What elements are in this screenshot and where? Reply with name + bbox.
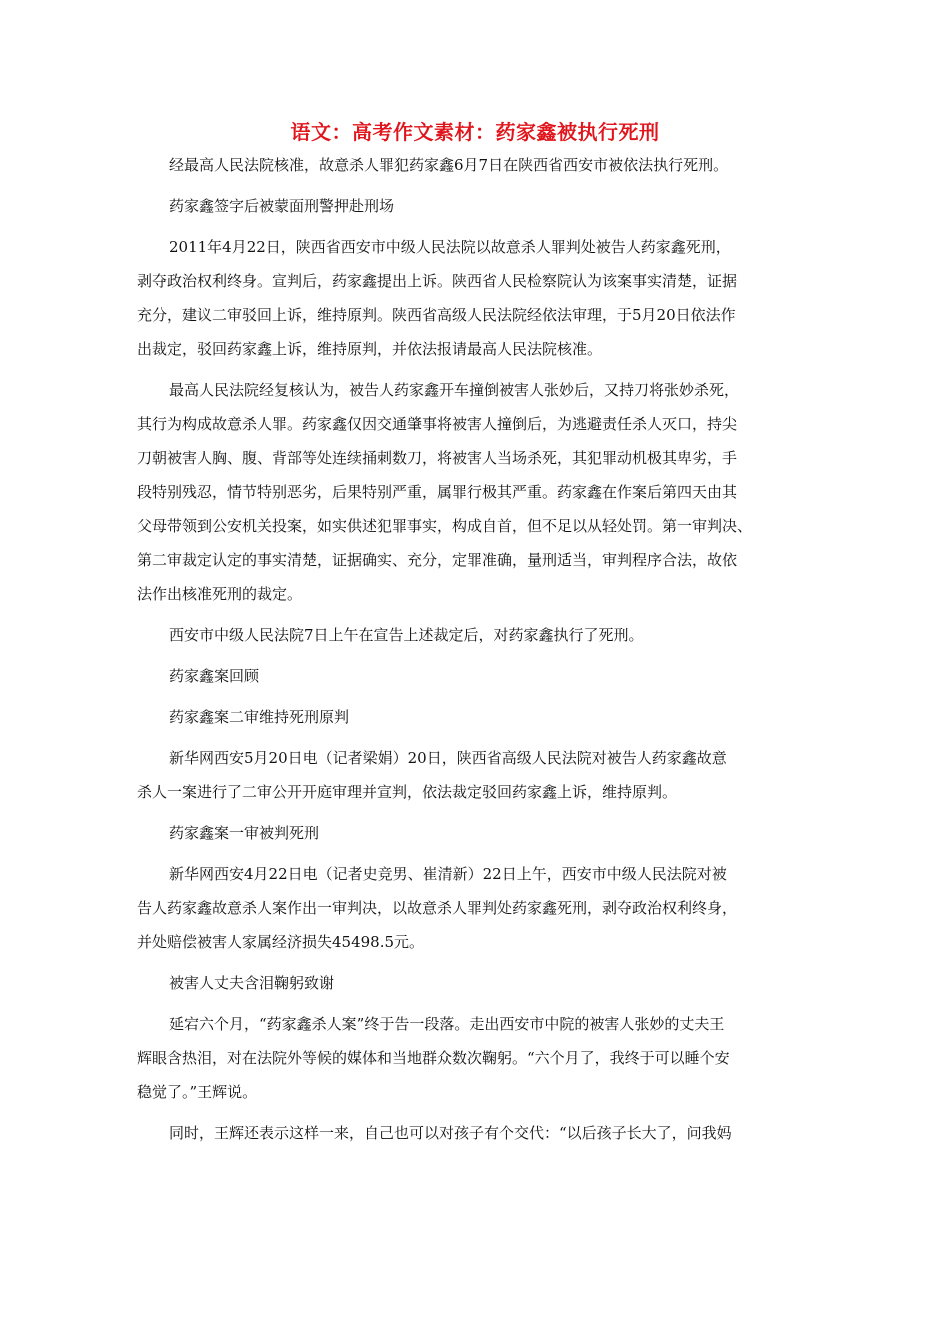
document-body bbox=[137, 148, 817, 1157]
text-line: 充分，建议二审驳回上诉，维持原判。陕西省高级人民法院经依法审理，于5月20日依法作 bbox=[137, 306, 736, 324]
text-line: 出裁定，驳回药家鑫上诉，维持原判，并依法报请最高人民法院核准。 bbox=[137, 340, 603, 358]
paragraph bbox=[137, 618, 817, 652]
paragraph bbox=[137, 1007, 817, 1109]
text-line: 杀人一案进行了二审公开开庭审理并宣判，依法裁定驳回药家鑫上诉，维持原判。 bbox=[137, 783, 678, 801]
text-line: 被害人丈夫含泪鞠躬致谢 bbox=[169, 974, 335, 992]
text-line: 新华网西安4月22日电（记者史竞男、崔清新）22日上午，西安市中级人民法院对被 bbox=[169, 865, 727, 883]
text-line: 刀朝被害人胸、腹、背部等处连续捅刺数刀，将被害人当场杀死，其犯罪动机极其卑劣，手 bbox=[137, 449, 738, 467]
text-line: 药家鑫案回顾 bbox=[169, 667, 260, 685]
text-line: 药家鑫签字后被蒙面刑警押赴刑场 bbox=[169, 197, 395, 215]
text-line: 同时，王辉还表示这样一来，自己也可以对孩子有个交代：“以后孩子长大了，问我妈 bbox=[169, 1124, 732, 1142]
paragraph bbox=[137, 816, 817, 850]
document-title: 语文：高考作文素材：药家鑫被执行死刑 bbox=[290, 120, 660, 144]
paragraph bbox=[137, 1116, 817, 1150]
text-line: 2011年4月22日，陕西省西安市中级人民法院以故意杀人罪判处被告人药家鑫死刑， bbox=[169, 238, 731, 256]
text-line: 延宕六个月，“药家鑫杀人案”终于告一段落。走出西安市中院的被害人张妙的丈夫王 bbox=[169, 1015, 725, 1033]
paragraph bbox=[137, 857, 817, 959]
paragraph bbox=[137, 230, 817, 366]
text-line: 段特别残忍，情节特别恶劣，后果特别严重，属罪行极其严重。药家鑫在作案后第四天由其 bbox=[137, 483, 738, 501]
paragraph bbox=[137, 659, 817, 693]
text-line: 辉眼含热泪，对在法院外等候的媒体和当地群众数次鞠躬。“六个月了，我终于可以睡个安 bbox=[137, 1049, 730, 1067]
paragraph bbox=[137, 741, 817, 809]
paragraph bbox=[137, 189, 817, 223]
text-line: 告人药家鑫故意杀人案作出一审判决，以故意杀人罪判处药家鑫死刑，剥夺政治权利终身， bbox=[137, 899, 738, 917]
text-line: 法作出核准死刑的裁定。 bbox=[137, 585, 303, 603]
paragraph bbox=[137, 700, 817, 734]
text-line: 并处赔偿被害人家属经济损失45498.5元。 bbox=[137, 933, 425, 951]
paragraph bbox=[137, 966, 817, 1000]
text-line: 第二审裁定认定的事实清楚，证据确实、充分，定罪准确，量刑适当，审判程序合法，故依 bbox=[137, 551, 738, 569]
text-line: 新华网西安5月20日电（记者梁娟）20日，陕西省高级人民法院对被告人药家鑫故意 bbox=[169, 749, 727, 767]
text-line: 父母带领到公安机关投案，如实供述犯罪事实，构成自首，但不足以从轻处罚。第一审判决、 bbox=[137, 517, 753, 535]
text-line: 经最高人民法院核准，故意杀人罪犯药家鑫6月7日在陕西省西安市被依法执行死刑。 bbox=[169, 156, 729, 174]
paragraph bbox=[137, 148, 817, 182]
text-line: 西安市中级人民法院7日上午在宣告上述裁定后，对药家鑫执行了死刑。 bbox=[169, 626, 644, 644]
paragraph bbox=[137, 373, 817, 611]
text-line: 其行为构成故意杀人罪。药家鑫仅因交通肇事将被害人撞倒后，为逃避责任杀人灭口，持尖 bbox=[137, 415, 738, 433]
text-line: 药家鑫案二审维持死刑原判 bbox=[169, 708, 350, 726]
text-line: 最高人民法院经复核认为，被告人药家鑫开车撞倒被害人张妙后，又持刀将张妙杀死， bbox=[169, 381, 740, 399]
text-line: 剥夺政治权利终身。宣判后，药家鑫提出上诉。陕西省人民检察院认为该案事实清楚，证据 bbox=[137, 272, 738, 290]
text-line: 药家鑫案一审被判死刑 bbox=[169, 824, 320, 842]
text-line: 稳觉了。”王辉说。 bbox=[137, 1083, 258, 1101]
